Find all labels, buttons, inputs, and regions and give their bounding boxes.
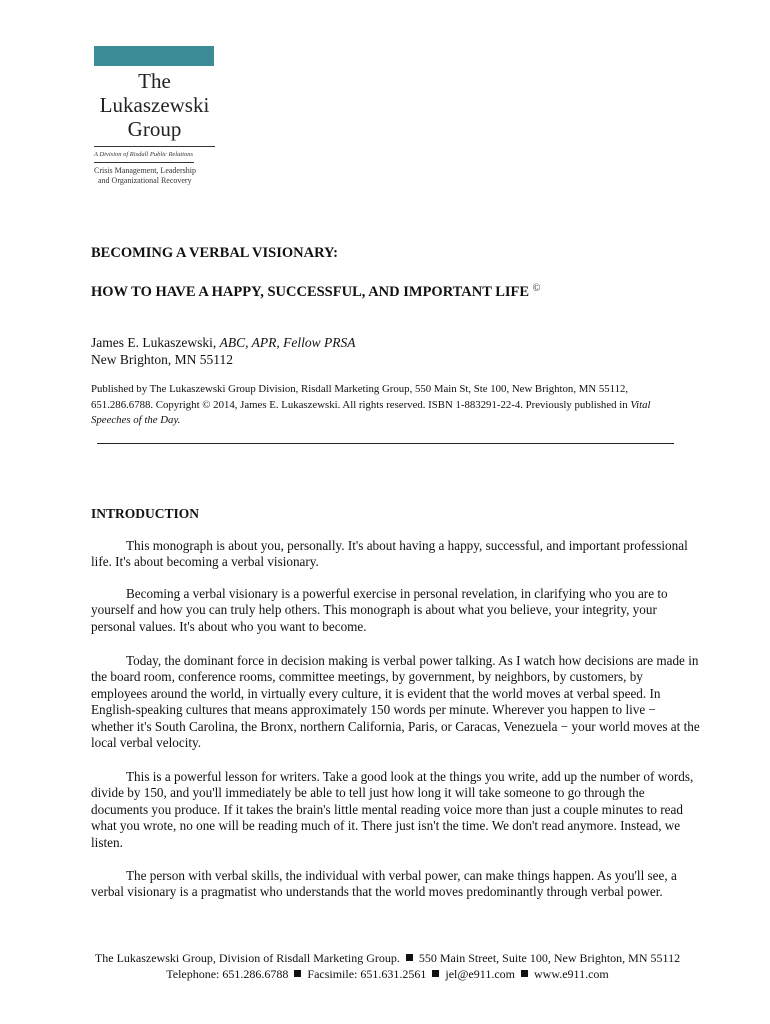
author-location: New Brighton, MN 55112	[91, 352, 233, 367]
document-subtitle	[91, 283, 540, 301]
logo-line-1: The	[138, 69, 171, 93]
paragraph	[91, 653, 701, 751]
page-footer	[60, 951, 715, 982]
square-bullet-icon	[521, 970, 528, 977]
square-bullet-icon	[294, 970, 301, 977]
author-name: James E. Lukaszewski,	[91, 335, 217, 350]
logo-divider-2	[94, 162, 194, 163]
footer-telephone: Telephone: 651.286.6788	[166, 966, 289, 981]
subtitle-text: HOW TO HAVE A HAPPY, SUCCESSFUL, AND IMPORTANT LIFE	[91, 284, 530, 300]
square-bullet-icon	[432, 970, 439, 977]
footer-email[interactable]: jel@e911.com	[445, 966, 515, 981]
logo-tagline-1: Crisis Management, Leadership	[94, 166, 196, 175]
paragraph	[91, 586, 701, 635]
publication-note	[91, 382, 691, 429]
footer-address: 550 Main Street, Suite 100, New Brighton, MN 55112	[418, 951, 681, 965]
square-bullet-icon	[406, 954, 413, 961]
footer-website[interactable]: www.e911.com	[533, 966, 609, 981]
logo-line-3: Group	[127, 117, 182, 141]
paragraph-text: This monograph is about you, personally. It's about having a happy, successful, and important professional life. It's about becoming a verbal visionary.	[91, 538, 688, 570]
publication-text: Published by The Lukaszewski Group Division, Risdall Marketing Group, 550 Main St, Ste 100, New Brighton, MN 55112, 651.286.6788. Copyright © 2014, James E. Lukaszewski. All rights reserved. ISBN 1-883291-22-4. Previously published in	[91, 383, 629, 411]
footer-facsimile: Facsimile: 651.631.2561	[307, 966, 427, 981]
paragraph-text: Becoming a verbal visionary is a powerful exercise in personal revelation, in clarifying who you are to yourself and how you can truly help others. This monograph is about what you believe, your integrity, your personal values. It's about who you want to become.	[91, 586, 668, 634]
copyright-mark: ©	[532, 283, 541, 294]
author-block	[91, 334, 355, 368]
paragraph-text: The person with verbal skills, the individual with verbal power, can make things happen. As you'll see, a verbal visionary is a pragmatist who understands that the world moves predominantly through verbal power.	[91, 868, 677, 900]
company-logo	[94, 46, 215, 186]
logo-division: A Division of Risdall Public Relations	[94, 151, 193, 158]
logo-accent-bar	[94, 46, 214, 66]
paragraph	[91, 868, 701, 901]
logo-name	[94, 69, 215, 141]
paragraph-text: Today, the dominant force in decision making is verbal power talking. As I watch how decisions are made in the board room, conference rooms, committee meetings, by government, by neighbors, by customers, by employees around the world, in virtually every culture, it is evident that the world moves at verbal speed. In English-speaking cultures that means approximately 150 words per minute. Wherever you happen to live − whether it's South Carolina, the Bronx, northern California, Paris, or Caracas, Venezuela − your world moves at the local verbal velocity.	[91, 653, 700, 751]
author-credentials: ABC, APR, Fellow PRSA	[219, 335, 356, 350]
footer-org: The Lukaszewski Group, Division of Risdall Marketing Group.	[94, 951, 400, 965]
paragraph-text: This is a powerful lesson for writers. Take a good look at the things you write, add up the number of words, divide by 150, and you'll immediately be able to tell just how long it will take someone to go through the documents you produce. If it takes the brain's little mental reading voice more than just a couple minutes to read what you wrote, no one will be reading much of it. There just isn't the time. We don't read anymore. Instead, we listen.	[91, 769, 694, 850]
paragraph	[91, 538, 701, 571]
publication-source: Vital Speeches of the Day.	[91, 398, 651, 426]
separator-line	[97, 443, 674, 444]
document-title: BECOMING A VERBAL VISIONARY:	[91, 245, 338, 261]
paragraph	[91, 769, 701, 851]
logo-line-2: Lukaszewski	[99, 93, 210, 117]
section-heading: INTRODUCTION	[91, 506, 200, 521]
logo-divider	[94, 146, 215, 147]
logo-tagline-2: and Organizational Recovery	[98, 176, 192, 185]
